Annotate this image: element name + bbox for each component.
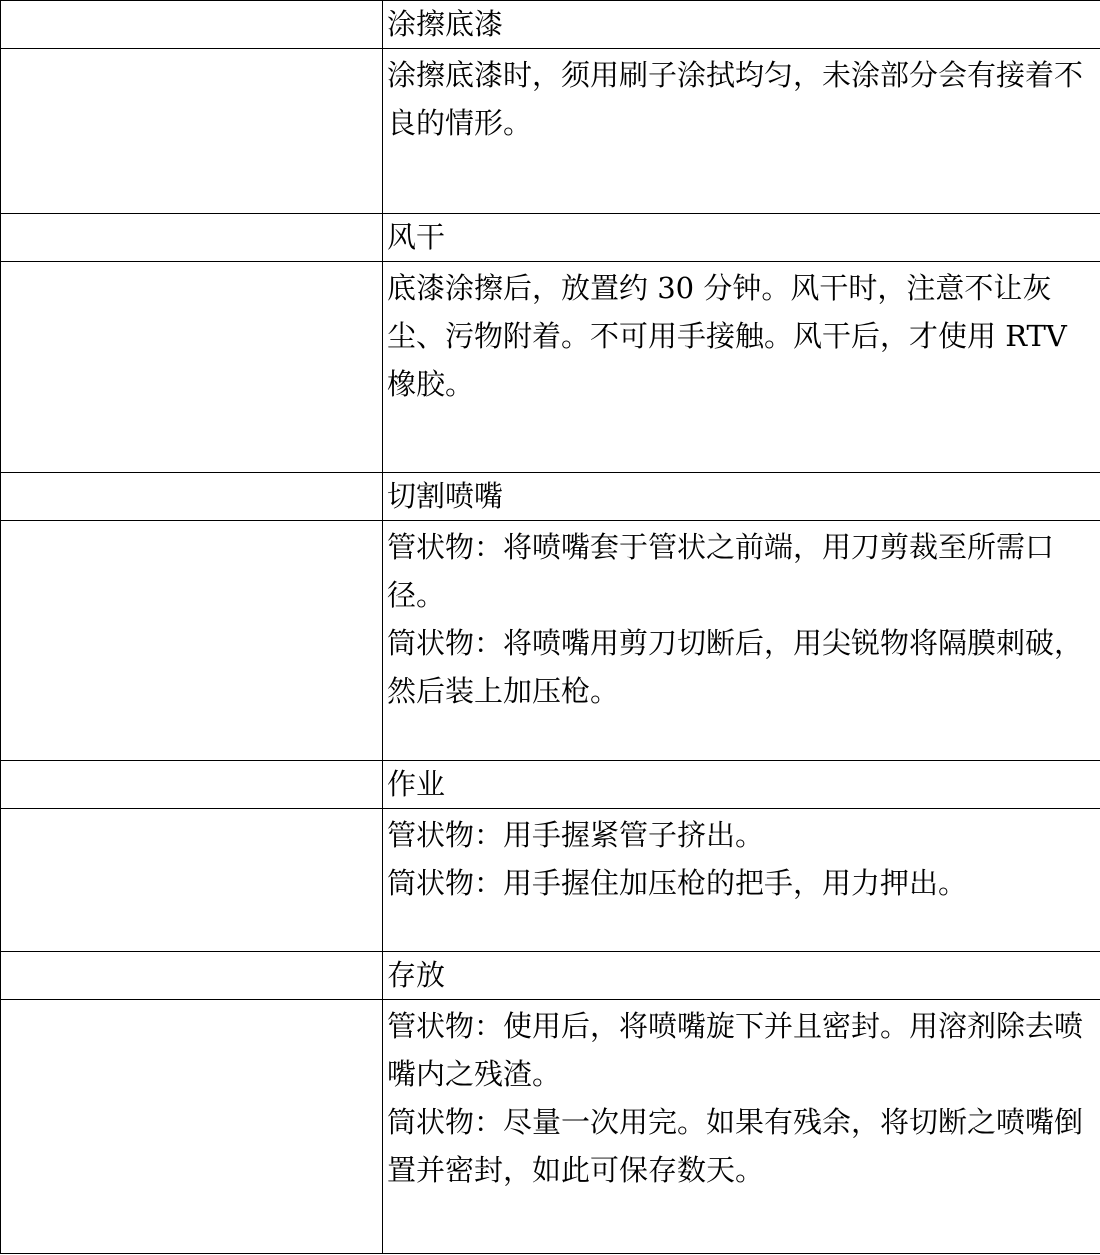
- section-body-row: [1, 521, 1100, 761]
- empty-label-cell: [1, 952, 383, 1000]
- empty-label-cell: [1, 521, 383, 761]
- body-paragraph: 管状物：将喷嘴套于管状之前端，用刀剪裁至所需口径。: [387, 530, 1055, 612]
- section-body: [383, 809, 1100, 952]
- empty-label-cell: [1, 473, 383, 521]
- section-heading: 作业: [383, 761, 1100, 809]
- section-body: [383, 49, 1100, 214]
- section-body: [383, 262, 1100, 473]
- body-paragraph: 涂擦底漆时，须用刷子涂拭均匀，未涂部分会有接着不良的情形。: [387, 58, 1084, 140]
- empty-label-cell: [1, 761, 383, 809]
- section-body: [383, 1000, 1100, 1254]
- section-heading: 风干: [383, 214, 1100, 262]
- empty-label-cell: [1, 214, 383, 262]
- section-body-row: [1, 1000, 1100, 1254]
- section-body-row: [1, 49, 1100, 214]
- body-paragraph: 管状物：用手握紧管子挤出。: [387, 818, 765, 852]
- section-heading-row: [1, 1, 1100, 49]
- section-heading-row: [1, 473, 1100, 521]
- body-paragraph: 筒状物：尽量一次用完。如果有残余，将切断之喷嘴倒置并密封，如此可保存数天。: [387, 1105, 1084, 1187]
- section-heading: 存放: [383, 952, 1100, 1000]
- section-heading-row: [1, 761, 1100, 809]
- empty-label-cell: [1, 1, 383, 49]
- section-body: [383, 521, 1100, 761]
- section-heading: 涂擦底漆: [383, 1, 1100, 49]
- body-paragraph: 筒状物：用手握住加压枪的把手，用力押出。: [387, 866, 968, 900]
- empty-label-cell: [1, 809, 383, 952]
- section-heading-row: [1, 214, 1100, 262]
- empty-label-cell: [1, 49, 383, 214]
- body-paragraph: 筒状物：将喷嘴用剪刀切断后，用尖锐物将隔膜刺破，然后装上加压枪。: [387, 626, 1084, 708]
- empty-label-cell: [1, 1000, 383, 1254]
- section-body-row: [1, 262, 1100, 473]
- section-heading: 切割喷嘴: [383, 473, 1100, 521]
- body-paragraph: 底漆涂擦后，放置约 30 分钟。风干时，注意不让灰尘、污物附着。不可用手接触。风干后，才使用 RTV 橡胶。: [387, 271, 1067, 401]
- section-heading-row: [1, 952, 1100, 1000]
- body-paragraph: 管状物：使用后，将喷嘴旋下并且密封。用溶剂除去喷嘴内之残渣。: [387, 1009, 1084, 1091]
- empty-label-cell: [1, 262, 383, 473]
- section-body-row: [1, 809, 1100, 952]
